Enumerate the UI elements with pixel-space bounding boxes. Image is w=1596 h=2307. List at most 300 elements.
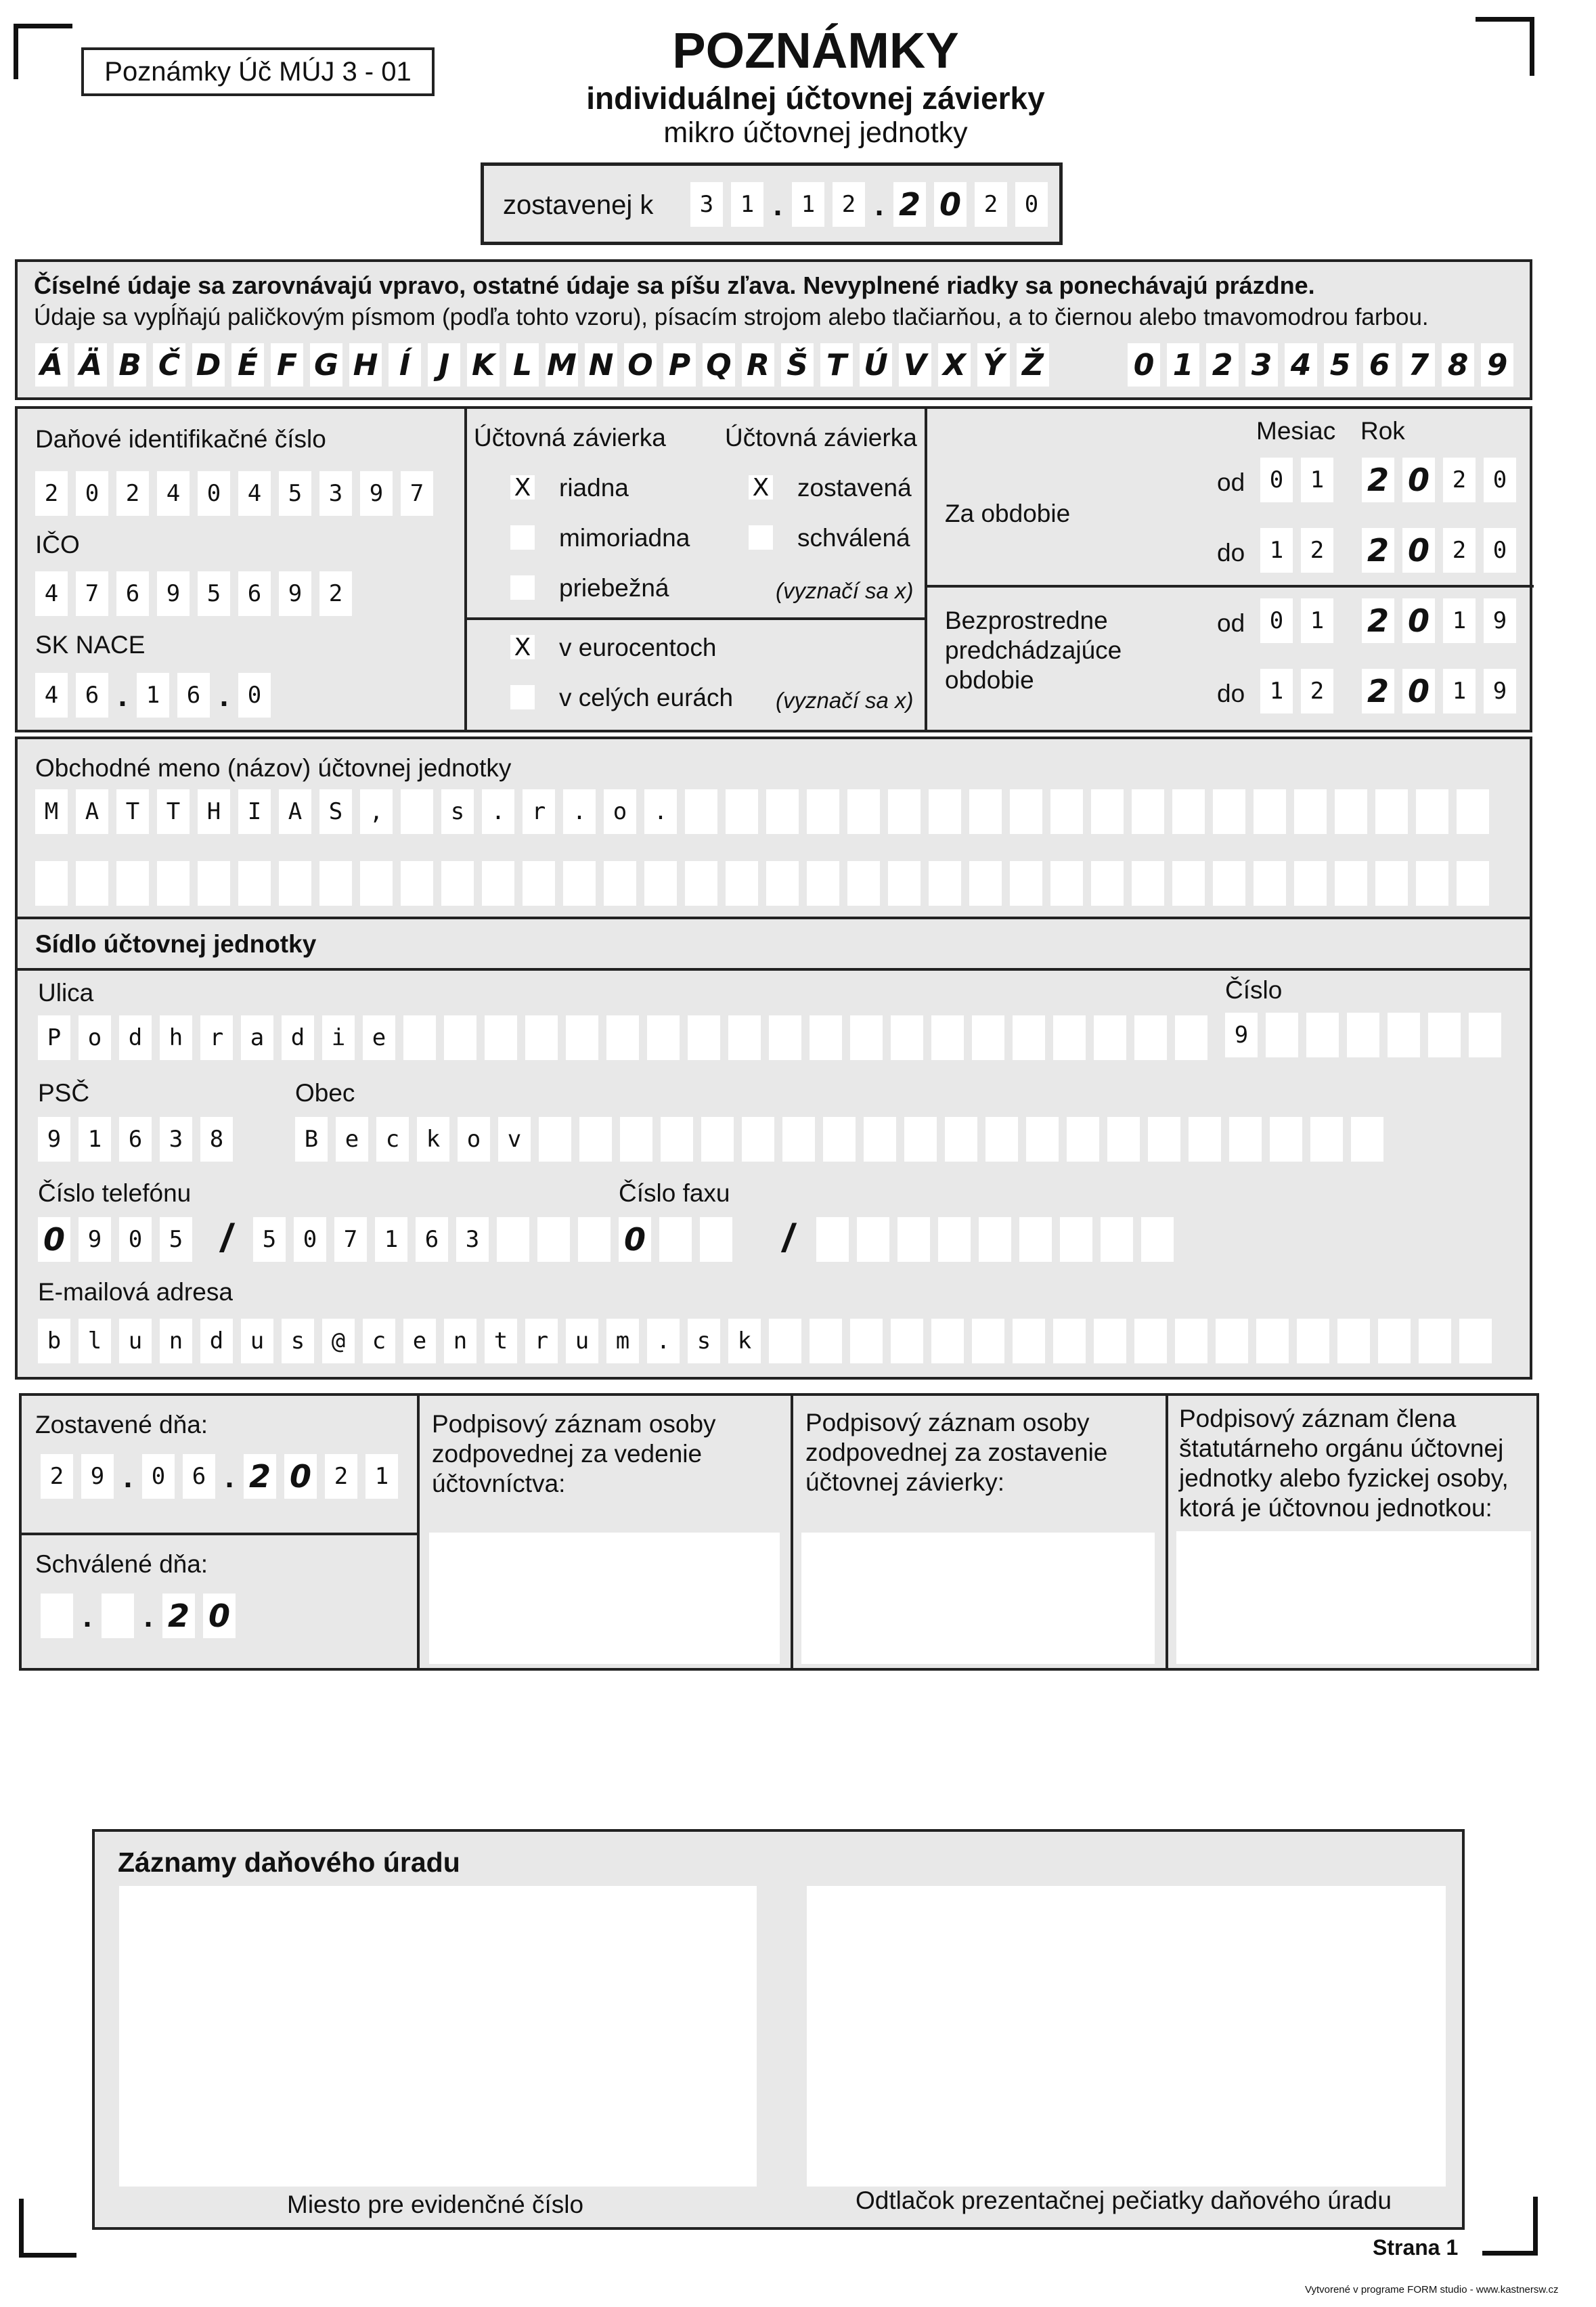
empty-cell (864, 1117, 896, 1162)
char-cell: . (219, 678, 229, 713)
empty-cell (1094, 1319, 1126, 1363)
prev-period-label-1: Bezprostredne (945, 607, 1108, 634)
approved-checkbox[interactable] (749, 525, 773, 550)
empty-cell (1107, 1117, 1140, 1162)
empty-cell (701, 1117, 734, 1162)
char-cell: . (118, 678, 127, 713)
char-cell: 3 (690, 182, 723, 227)
char-cell: 0 (294, 1217, 326, 1262)
compiled-date-field[interactable] (690, 182, 1056, 227)
form-code: Poznámky Úč MÚJ 3 - 01 (104, 56, 412, 87)
approved-on-field[interactable] (41, 1594, 244, 1638)
empty-cell (700, 1217, 732, 1262)
email-field[interactable] (38, 1319, 1500, 1363)
char-cell: i (322, 1015, 355, 1060)
regular-checkbox[interactable] (510, 475, 535, 500)
divider (925, 585, 1534, 588)
char-cell: v (498, 1117, 531, 1162)
sample-glyph: X (938, 343, 971, 387)
euros-checkbox[interactable] (510, 685, 535, 709)
statement-state-label: Účtovná závierka (725, 424, 917, 452)
empty-cell (537, 1217, 570, 1262)
sample-glyph: Ý (977, 343, 1010, 387)
compiled-date-box (481, 162, 1063, 245)
empty-cell (1132, 789, 1164, 834)
stamp-caption: Odtlačok prezentačnej pečiatky daňového úradu (856, 2187, 1392, 2214)
empty-cell (1347, 1013, 1379, 1057)
empty-cell (766, 789, 799, 834)
char-cell: 2 (319, 571, 352, 616)
phone-slash: / (221, 1216, 232, 1260)
char-cell: d (200, 1319, 233, 1363)
char-cell: 2 (162, 1594, 195, 1638)
char-cell: 5 (160, 1217, 192, 1262)
city-field[interactable] (295, 1117, 1392, 1162)
char-cell: r (200, 1015, 233, 1060)
empty-cell (969, 789, 1002, 834)
char-cell: 9 (79, 1217, 111, 1262)
page-subtitle-2: mikro účtovnej jednotky (663, 116, 968, 149)
regular-label: riadna (559, 474, 629, 502)
char-cell: 8 (200, 1117, 233, 1162)
char-cell: 6 (116, 571, 149, 616)
empty-cell (972, 1015, 1004, 1060)
char-cell: 2 (1362, 598, 1394, 643)
empty-cell (620, 1117, 652, 1162)
char-cell: 9 (360, 471, 393, 516)
char-cell: s (282, 1319, 314, 1363)
char-cell: T (157, 789, 190, 834)
empty-cell (1469, 1013, 1501, 1057)
char-cell: S (319, 789, 352, 834)
empty-cell (238, 861, 271, 906)
char-cell: 0 (1402, 458, 1435, 502)
empty-cell (1256, 1319, 1289, 1363)
empty-cell (1148, 1117, 1180, 1162)
char-cell: 0 (198, 471, 230, 516)
empty-cell (1175, 1015, 1207, 1060)
char-cell: A (76, 789, 108, 834)
current-from-label: od (1217, 468, 1245, 496)
char-cell: 1 (375, 1217, 407, 1262)
empty-cell (1053, 1319, 1086, 1363)
street-field[interactable] (38, 1015, 1216, 1060)
empty-cell (1213, 789, 1245, 834)
nace-label: SK NACE (35, 631, 146, 659)
zip-field[interactable] (38, 1117, 241, 1162)
char-cell: 2 (1301, 669, 1333, 713)
empty-cell (1266, 1013, 1298, 1057)
char-cell: 4 (238, 471, 271, 516)
current-from-month[interactable] (1260, 458, 1342, 502)
char-cell: s (441, 789, 474, 834)
empty-cell (482, 861, 514, 906)
empty-cell (441, 861, 474, 906)
char-cell: r (523, 789, 555, 834)
entity-section (15, 737, 1532, 1380)
empty-cell (1310, 1117, 1343, 1162)
empty-cell (904, 1117, 937, 1162)
compiled-on-field[interactable] (41, 1454, 406, 1499)
regular-mark: X (514, 473, 531, 502)
char-cell: 2 (41, 1454, 73, 1499)
empty-cell (1175, 1319, 1207, 1363)
empty-cell (1091, 789, 1124, 834)
empty-cell (35, 861, 68, 906)
empty-cell (1378, 1319, 1411, 1363)
empty-cell (606, 1015, 639, 1060)
zip-label: PSČ (38, 1079, 90, 1107)
sig2-area[interactable] (801, 1533, 1155, 1664)
prev-from-month[interactable] (1260, 598, 1342, 643)
empty-cell (1306, 1013, 1339, 1057)
empty-cell (1457, 861, 1489, 906)
char-cell: 7 (76, 571, 108, 616)
char-cell: 4 (35, 571, 68, 616)
number-label: Číslo (1225, 976, 1283, 1004)
char-cell: 5 (253, 1217, 286, 1262)
sample-glyph: 5 (1324, 343, 1356, 387)
empty-cell (1091, 861, 1124, 906)
prev-period-label-2: predchádzajúce (945, 636, 1122, 664)
year-header: Rok (1360, 417, 1405, 445)
street-label: Ulica (38, 979, 94, 1007)
empty-cell (403, 1015, 436, 1060)
char-cell: 2 (1443, 458, 1476, 502)
empty-cell (810, 1319, 842, 1363)
footer-credit: Vytvorené v programe FORM studio - www.kastnersw.cz (1305, 2284, 1559, 2295)
sample-glyph: 1 (1167, 343, 1199, 387)
current-from-year[interactable] (1362, 458, 1524, 502)
empty-cell (566, 1015, 598, 1060)
empty-cell (1335, 861, 1367, 906)
char-cell: 6 (416, 1217, 448, 1262)
char-cell: 4 (157, 471, 190, 516)
sample-glyph: O (624, 343, 657, 387)
empty-cell (485, 1015, 517, 1060)
eurocents-checkbox[interactable] (510, 635, 535, 659)
current-to-year[interactable] (1362, 528, 1524, 573)
char-cell: 0 (1484, 458, 1516, 502)
empty-cell (769, 1319, 801, 1363)
char-cell: u (119, 1319, 152, 1363)
char-cell: 6 (238, 571, 271, 616)
current-to-label: do (1217, 539, 1245, 567)
euros-label: v celých eurách (559, 684, 734, 711)
empty-cell (1050, 789, 1083, 834)
divider (925, 409, 927, 732)
char-cell: . (647, 1319, 680, 1363)
sample-glyph: 3 (1245, 343, 1278, 387)
char-cell: 6 (119, 1117, 152, 1162)
empty-cell (1101, 1217, 1133, 1262)
char-cell: 1 (1260, 669, 1293, 713)
char-cell: u (566, 1319, 598, 1363)
char-cell: P (38, 1015, 70, 1060)
sample-glyph: 8 (1442, 343, 1474, 387)
char-cell: , (360, 789, 393, 834)
empty-cell (116, 861, 149, 906)
char-cell: . (143, 1598, 153, 1633)
corner-mark-bottom-left (19, 2199, 76, 2258)
signature-section (19, 1393, 1539, 1671)
empty-cell (1134, 1015, 1167, 1060)
char-cell: . (563, 789, 596, 834)
empty-cell (661, 1117, 693, 1162)
extraordinary-label: mimoriadna (559, 524, 690, 552)
char-cell: e (363, 1015, 395, 1060)
char-cell: m (606, 1319, 639, 1363)
empty-cell (931, 1319, 964, 1363)
prev-from-label: od (1217, 609, 1245, 637)
sample-glyph: R (742, 343, 774, 387)
empty-cell (1213, 861, 1245, 906)
char-cell: 1 (1260, 528, 1293, 573)
empty-cell (1375, 789, 1408, 834)
number-field[interactable] (1225, 1013, 1509, 1057)
empty-cell (1351, 1117, 1383, 1162)
phone-label: Číslo telefónu (38, 1179, 192, 1207)
empty-cell (644, 861, 677, 906)
char-cell: 9 (81, 1454, 114, 1499)
seat-label: Sídlo účtovnej jednotky (35, 930, 317, 958)
empty-cell (1067, 1117, 1099, 1162)
empty-cell (1294, 789, 1327, 834)
empty-cell (1416, 789, 1448, 834)
empty-cell (1172, 861, 1205, 906)
char-cell: . (874, 187, 884, 222)
nace-field[interactable] (35, 673, 279, 718)
char-cell: 6 (183, 1454, 215, 1499)
char-cell: k (417, 1117, 449, 1162)
char-cell: n (444, 1319, 476, 1363)
phone-field[interactable] (253, 1217, 619, 1262)
char-cell: A (279, 789, 311, 834)
sample-glyph: N (585, 343, 617, 387)
char-cell: 7 (401, 471, 433, 516)
char-cell: 9 (38, 1117, 70, 1162)
corner-mark-bottom-right (1482, 2197, 1538, 2256)
empty-cell (726, 861, 758, 906)
char-cell: 7 (334, 1217, 367, 1262)
fax-label: Číslo faxu (619, 1179, 730, 1207)
empty-cell (1254, 861, 1286, 906)
empty-cell (539, 1117, 571, 1162)
char-cell: B (295, 1117, 328, 1162)
empty-cell (1189, 1117, 1221, 1162)
char-cell: 2 (325, 1454, 357, 1499)
char-cell: M (35, 789, 68, 834)
eurocents-label: v eurocentoch (559, 634, 717, 661)
approved-on-label: Schválené dňa: (35, 1550, 208, 1578)
empty-cell (1457, 789, 1489, 834)
empty-cell (444, 1015, 476, 1060)
char-cell: 4 (35, 673, 68, 718)
char-cell: 1 (79, 1117, 111, 1162)
instructions-line-1: Číselné údaje sa zarovnávajú vpravo, ostatné údaje sa píšu zľava. Nevyplnené riadky sa ponechávajú prázdne. (34, 271, 1315, 299)
current-period-label: Za obdobie (945, 500, 1071, 527)
char-cell: 0 (142, 1454, 175, 1499)
divider (18, 917, 1532, 919)
page-subtitle: individuálnej účtovnej závierky (586, 81, 1045, 116)
sig2-label: Podpisový záznam osoby zodpovednej za zostavenie účtovnej závierky: (805, 1409, 1108, 1496)
char-cell: 1 (365, 1454, 398, 1499)
sample-glyph: Č (153, 343, 185, 387)
empty-cell (807, 789, 839, 834)
stamp-area[interactable] (807, 1886, 1446, 2187)
mark-hint-2: (vyznačí sa x) (776, 688, 914, 713)
char-cell: n (160, 1319, 192, 1363)
empty-cell (1141, 1217, 1174, 1262)
divider (18, 968, 1532, 971)
empty-cell (1416, 861, 1448, 906)
char-cell: 3 (319, 471, 352, 516)
sample-glyph: Š (781, 343, 814, 387)
char-cell: I (238, 789, 271, 834)
char-cell: 0 (1260, 458, 1293, 502)
char-cell: . (123, 1459, 133, 1494)
empty-cell (979, 1217, 1011, 1262)
empty-cell (497, 1217, 529, 1262)
char-cell: e (336, 1117, 368, 1162)
current-to-month[interactable] (1260, 528, 1342, 573)
registration-number-area[interactable] (119, 1886, 757, 2187)
sig1-label: Podpisový záznam osoby zodpovednej za vedenie účtovníctva: (432, 1410, 716, 1497)
identification-section (15, 406, 1532, 732)
sample-glyph: 7 (1402, 343, 1435, 387)
empty-cell (1053, 1015, 1086, 1060)
char-cell: k (728, 1319, 761, 1363)
ico-label: IČO (35, 531, 80, 558)
entity-name-field[interactable] (35, 789, 1497, 834)
phone-prefix-field[interactable] (38, 1217, 200, 1262)
prev-to-year[interactable] (1362, 669, 1524, 713)
empty-cell (1388, 1013, 1420, 1057)
statement-type-label: Účtovná závierka (474, 424, 666, 452)
char-cell: r (525, 1319, 558, 1363)
char-cell: t (485, 1319, 517, 1363)
sig3-area[interactable] (1176, 1531, 1531, 1664)
empty-cell (319, 861, 352, 906)
entity-name-field-2[interactable] (35, 861, 1497, 906)
char-cell: 0 (1402, 669, 1435, 713)
sample-glyph: 6 (1363, 343, 1396, 387)
sample-glyph: B (114, 343, 146, 387)
city-label: Obec (295, 1079, 355, 1107)
char-cell: 2 (1362, 458, 1394, 502)
empty-cell (945, 1117, 977, 1162)
sample-glyph: 9 (1481, 343, 1513, 387)
empty-cell (1297, 1319, 1329, 1363)
char-cell: 2 (833, 182, 865, 227)
compiled-checkbox[interactable] (749, 475, 773, 500)
empty-cell (647, 1015, 680, 1060)
empty-cell (1419, 1319, 1451, 1363)
prev-from-year[interactable] (1362, 598, 1524, 643)
empty-cell (1229, 1117, 1262, 1162)
char-cell: 2 (35, 471, 68, 516)
sig1-area[interactable] (429, 1533, 780, 1664)
char-cell: a (241, 1015, 273, 1060)
approved-label: schválená (797, 524, 910, 552)
ico-field[interactable] (35, 571, 360, 616)
char-cell: 0 (1402, 528, 1435, 573)
empty-cell (742, 1117, 774, 1162)
empty-cell (1172, 789, 1205, 834)
extraordinary-checkbox[interactable] (510, 525, 535, 550)
empty-cell (1216, 1319, 1248, 1363)
fax-slash: / (782, 1216, 794, 1260)
sample-glyph: H (349, 343, 382, 387)
empty-cell (1459, 1319, 1492, 1363)
page-title: POZNÁMKY (672, 22, 959, 79)
char-cell: 2 (1362, 669, 1394, 713)
dic-field[interactable] (35, 471, 441, 516)
fax-prefix-field[interactable] (619, 1217, 740, 1262)
divider (464, 409, 467, 732)
compiled-mark: X (752, 473, 770, 502)
instructions-line-2: Údaje sa vypĺňajú paličkovým písmom (podľa tohto vzoru), písacím strojom alebo tlačiarňou, a to čiernou alebo tmavomodrou farbou. (34, 304, 1429, 330)
interim-checkbox[interactable] (510, 575, 535, 600)
empty-cell (1335, 789, 1367, 834)
empty-cell (659, 1217, 692, 1262)
char-cell: 2 (116, 471, 149, 516)
char-cell (401, 789, 433, 834)
empty-cell (810, 1015, 842, 1060)
empty-cell (850, 1015, 883, 1060)
empty-cell (279, 861, 311, 906)
fax-field[interactable] (816, 1217, 1182, 1262)
letter-sample (35, 343, 1056, 387)
sample-glyph: P (663, 343, 696, 387)
char-cell: 0 (38, 1217, 70, 1262)
empty-cell (604, 861, 636, 906)
empty-cell (1013, 1015, 1045, 1060)
sample-glyph: Q (703, 343, 735, 387)
empty-cell (847, 861, 880, 906)
char-cell: o (604, 789, 636, 834)
empty-cell (816, 1217, 849, 1262)
char-cell (41, 1594, 73, 1638)
char-cell: 2 (1443, 528, 1476, 573)
char-cell: 9 (1484, 669, 1516, 713)
empty-cell (1050, 861, 1083, 906)
char-cell: 9 (279, 571, 311, 616)
sample-glyph: 2 (1206, 343, 1239, 387)
empty-cell (685, 789, 717, 834)
sample-glyph: Í (389, 343, 421, 387)
empty-cell (766, 861, 799, 906)
empty-cell (857, 1217, 889, 1262)
empty-cell (728, 1015, 761, 1060)
char-cell: 1 (1301, 598, 1333, 643)
sample-glyph: G (310, 343, 342, 387)
char-cell: 0 (619, 1217, 651, 1262)
char-cell: . (482, 789, 514, 834)
prev-period-label-3: obdobie (945, 666, 1034, 694)
prev-to-month[interactable] (1260, 669, 1342, 713)
empty-cell (579, 1117, 612, 1162)
corner-mark-top-right (1476, 17, 1534, 76)
char-cell: 5 (198, 571, 230, 616)
sample-glyph: Ä (74, 343, 107, 387)
empty-cell (360, 861, 393, 906)
sample-glyph: J (428, 343, 460, 387)
sample-glyph: D (192, 343, 225, 387)
empty-cell (1010, 861, 1042, 906)
empty-cell (847, 789, 880, 834)
empty-cell (157, 861, 190, 906)
